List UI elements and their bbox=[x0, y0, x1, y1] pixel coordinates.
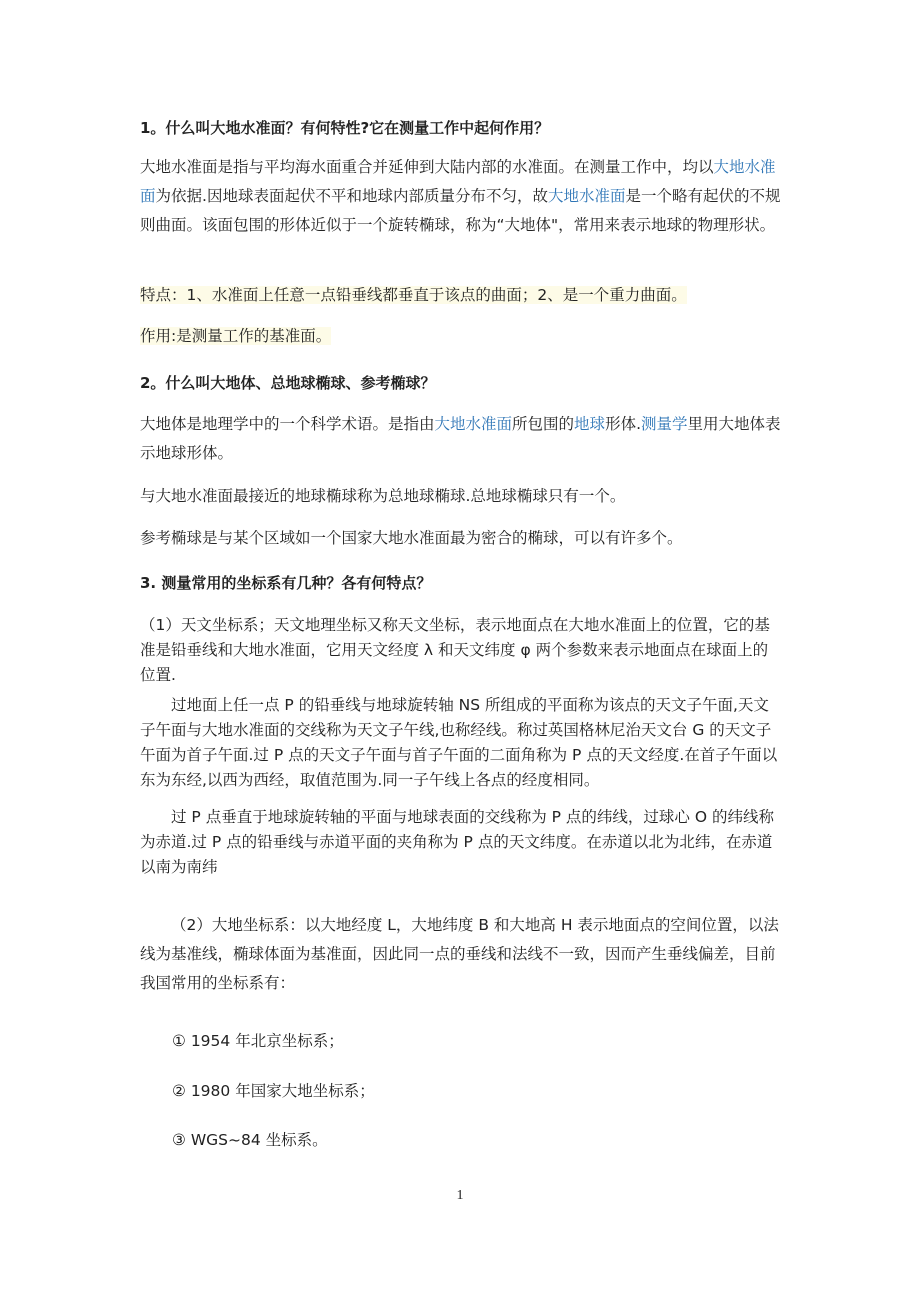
link-earth[interactable]: 地球 bbox=[574, 415, 606, 433]
q1-heading: 1。什么叫大地水准面？有何特性?它在测量工作中起何作用？ bbox=[140, 119, 550, 137]
q2-paragraph-1: 大地体是地理学中的一个科学术语。是指由大地水准面所包围的地球形体.测量学里用大地体表示地球形体。 bbox=[140, 415, 781, 462]
q2-paragraph-2: 与大地水准面最接近的地球椭球称为总地球椭球.总地球椭球只有一个。 bbox=[140, 487, 626, 505]
link-geoid-1[interactable]: 大地水准面 bbox=[140, 158, 776, 205]
coord-list-item: ① 1954 年北京坐标系； bbox=[172, 1032, 344, 1050]
link-geoid-3[interactable]: 大地水准面 bbox=[434, 415, 513, 433]
link-surveying[interactable]: 测量学 bbox=[641, 415, 688, 433]
q3-astro-paragraph-3: 过 P 点垂直于地球旋转轴的平面与地球表面的交线称为 P 点的纬线，过球心 O 的纬线称为赤道.过 P 点的铅垂线与赤道平面的夹角称为 P 点的天文纬度。在赤道以北为北纬，在赤道以南为南纬 bbox=[140, 808, 774, 876]
q3-astro-paragraph-2: 过地面上任一点 P 的铅垂线与地球旋转轴 NS 所组成的平面称为该点的天文子午面,天文子午面与大地水准面的交线称为天文子午线,也称经线。称过英国格林尼治天文台 G 的天文子午面为首子午面.过 P 点的天文子午面与首子午面的二面角称为 P 点的天文经度.在首子午面以东为东经,以西为西经，取值范围为.同一子午线上各点的经度相同。 bbox=[140, 696, 778, 789]
link-geoid-2[interactable]: 大地水准面 bbox=[547, 187, 626, 205]
coord-list-item: ③ WGS~84 坐标系。 bbox=[172, 1131, 328, 1149]
q1-feature: 特点：1、水准面上任意一点铅垂线都垂直于该点的曲面；2、是一个重力曲面。 bbox=[140, 286, 687, 304]
q2-heading: 2。什么叫大地体、总地球椭球、参考椭球？ bbox=[140, 374, 436, 392]
q2-paragraph-3: 参考椭球是与某个区域如一个国家大地水准面最为密合的椭球，可以有许多个。 bbox=[140, 529, 683, 547]
q3-heading: 3. 测量常用的坐标系有几种？各有何特点？ bbox=[140, 574, 432, 592]
q1-paragraph: 大地水准面是指与平均海水面重合并延伸到大陆内部的水准面。在测量工作中，均以大地水准面为依据.因地球表面起伏不平和地球内部质量分布不匀，故大地水准面是一个略有起伏的不规则曲面。该面包围的形体近似于一个旋转椭球，称为“大地体"，常用来表示地球的物理形状。 bbox=[140, 158, 781, 234]
coord-list-item: ② 1980 年国家大地坐标系； bbox=[172, 1082, 375, 1100]
page-number: 1 bbox=[456, 1188, 464, 1203]
q1-role: 作用:是测量工作的基准面。 bbox=[140, 327, 332, 345]
q3-geodetic: （2）大地坐标系：以大地经度 L，大地纬度 B 和大地高 H 表示地面点的空间位置，以法线为基准线，椭球体面为基准面，因此同一点的垂线和法线不一致，因而产生垂线偏差，目前我国常用的坐标系有： bbox=[140, 916, 779, 992]
q3-astro-intro: （1）天文坐标系；天文地理坐标又称天文坐标，表示地面点在大地水准面上的位置，它的基准是铅垂线和大地水准面，它用天文经度 λ 和天文纬度 φ 两个参数来表示地面点在球面上的位置. bbox=[140, 616, 770, 684]
